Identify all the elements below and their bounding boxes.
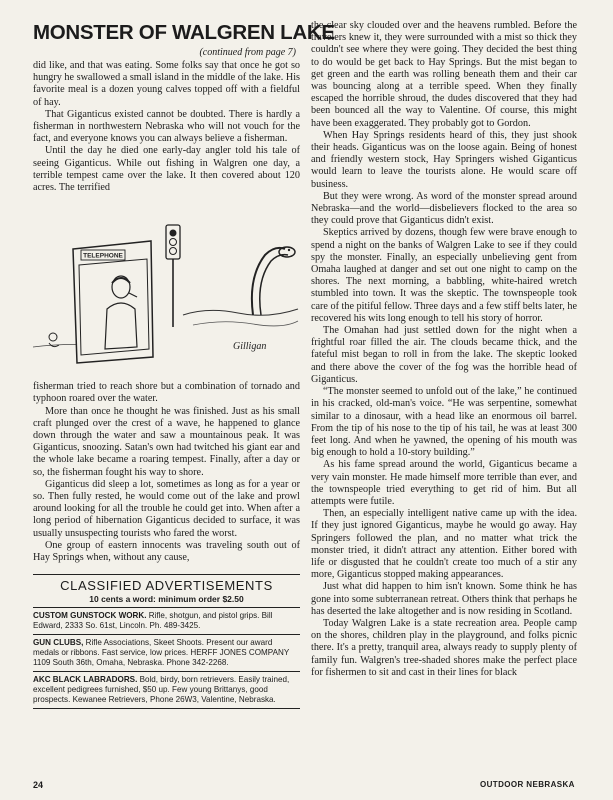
classified-rate: 10 cents a word: minimum order $2.50	[89, 594, 244, 605]
ad-text: Bold, birdy, born retrievers. Easily trained, excellent pedigrees furnished, $50 up. Few young Brittanys, good prospects. Kewanee Retrievers, Phone 26W3, Valentine, Nebraska.	[33, 675, 290, 705]
page-number: 24	[33, 780, 44, 790]
paragraph: “The monster seemed to unfold out of the lake,” he continued in his cracked, old-man's voice. “He was serpentine, somewhat similar to a dinosaur, with a head like an enormous oil barrel. From the tip of his nose to the tip of his tail, he was at least 300 feet long. And when he yawned, the opening of his mouth was big enough to hold a 10-story building.”	[311, 386, 577, 459]
continued-note: (continued from page 7)	[199, 47, 296, 58]
classified-ad	[33, 671, 300, 708]
paragraph: The Omahan had just settled down for the night when a frightful roar filled the air. The clouds became thick, and the fateful mist began to roll in from the lake. The skeptic looked and there above the cover of the fog was the horrible head of Giganticus.	[311, 325, 577, 385]
magazine-name: OUTDOOR NEBRASKA	[480, 780, 575, 789]
classified-section	[33, 574, 300, 709]
classified-title: CLASSIFIED ADVERTISEMENTS	[60, 578, 273, 594]
left-column	[33, 20, 335, 709]
paragraph: When Hay Springs residents heard of this, they just shook their heads. Giganticus was on the loose again. Being of honest and friendly western stock, Hay Springers wished Giganticus would learn to leave the tourists alone. He would scare off business.	[311, 129, 577, 190]
paragraph: Just what did happen to him isn't known. Some think he has gone into some subterranean retreat. Others think that perhaps he has deserted the lake altogether and is now residing in Scotland.	[311, 581, 577, 617]
booth-sign: TELEPHONE	[83, 252, 123, 260]
paragraph: As his fame spread around the world, Giganticus became a very vain monster. He made himself more terrible than ever, and the townspeople tried everything to get rid of him. But all attempts were futile.	[311, 459, 577, 507]
classified-ad	[33, 634, 300, 671]
paragraph: Skeptics arrived by dozens, though few were brave enough to spend a night on the banks of Walgren Lake to see if they could spy the monster. Finally, an especially unbelieving gent from Omaha laughed at danger and set out one night to camp on the shores. The next morning, a babbling, white-haired wretch stumbled into town. It was the skeptic. The townspeople took care of the pitiful fellow. Three days and a few stiff belts later, he recovered his wits long enough to tell his story of horror.	[311, 227, 577, 324]
paragraph: But they were wrong. As word of the monster spread around Nebraska—and the world—disbelievers flocked to the area so they could prove that Giganticus didn't exist.	[311, 190, 577, 227]
paragraph: More than once he thought he was finished. Just as his small craft plunged over the crest of a wave, he happened to glance down through the water and saw a mountainous peak. It was Giganticus, snoozing. Satan's own had twitched his giant ear and the whole lake became a roaring tempest. Finally, after a day or so, the fisherman fought his way to shore.	[33, 405, 300, 478]
cartoon-illustration	[33, 197, 300, 372]
classified-ad	[33, 607, 300, 634]
paragraph: Until the day he died one early-day angler told his tale of seeing Giganticus. While out fishing in Walgren one day, a terrible tempest came over the lake. It then covered about 120 acres. The terrified	[33, 145, 300, 194]
paragraph: did like, and that was eating. Some folks say that once he got so hungry he swallowed a small island in the middle of the lake. His favorite meal is a dozen young calves topped off with a fieldful of hay.	[33, 60, 300, 108]
paragraph: Today Walgren Lake is a state recreation area. People camp on the shores, children play in the playground, and folks picnic there. It's a pretty, tranquil area, always ready to supply plenty of family fun. Walgren's tree-shaded shores make the perfect place for fishermen to sit and cast in their lines for black	[311, 617, 577, 678]
paragraph: One group of eastern innocents was traveling south out of Hay Springs when, without any cause,	[33, 539, 300, 564]
paragraph: the clear sky clouded over and the heavens rumbled. Before the travelers knew it, they were surrounded with a mist so thick they couldn't see where they were going. They decided the best thing to do would be get back to Hay Springs. But the mist began to get green and the earth was rolling beneath them and their car was bouncing along at a terrible speed. When they finally escaped the horrible shroud, the dudes discovered that they had been bounced all the way to Valentine. Of course, this might have been exaggerated. They probably got to Gordon.	[311, 20, 577, 129]
paragraph: Giganticus did sleep a lot, sometimes as long as for a year or so. Then fully rested, he would come out of the lake and prowl around looking for all the trouble he could get into. When after a long period of hibernation Giganticus decided to surface, it was usually unsuspecting tourists who fared the worst.	[33, 478, 300, 539]
ad-text: Rifle, shotgun, and pistol grips. Bill Edward, 2333 So. 61st, Lincoln. Ph. 489-3425.	[33, 611, 273, 631]
paragraph: fisherman tried to reach shore but a combination of tornado and typhoon roared over the water.	[33, 381, 300, 405]
ad-heading: GUN CLUBS,	[33, 638, 84, 648]
article-title: MONSTER OF WALGREN LAKE	[33, 21, 335, 44]
paragraph: Then, an especially intelligent native came up with the idea. If they just ignored Giganticus, maybe he would go away. Hay Springers followed the plan, and no matter what trick the monster tried, it didn't attract any attention. Either bored with life or disgusted that he couldn't create too much of a stir any more, Giganticus stopped making appearances.	[311, 508, 577, 581]
paragraph: That Giganticus existed cannot be doubted. There is hardly a fisherman in northwestern Nebraska who will not vouch for the fact, and everyone knows you can always believe a fisherman.	[33, 108, 300, 145]
ad-heading: AKC BLACK LABRADORS.	[33, 675, 138, 685]
right-column	[311, 20, 577, 679]
ad-heading: CUSTOM GUNSTOCK WORK.	[33, 611, 147, 621]
artist-signature: Gilligan	[233, 341, 267, 353]
ad-text: Rifle Associations, Skeet Shoots. Present our award medals or ribbons. Fast service, low prices. HERFF JONES COMPANY 1109 South 36th, Omaha, Nebraska. Phone 342-2268.	[33, 638, 290, 668]
